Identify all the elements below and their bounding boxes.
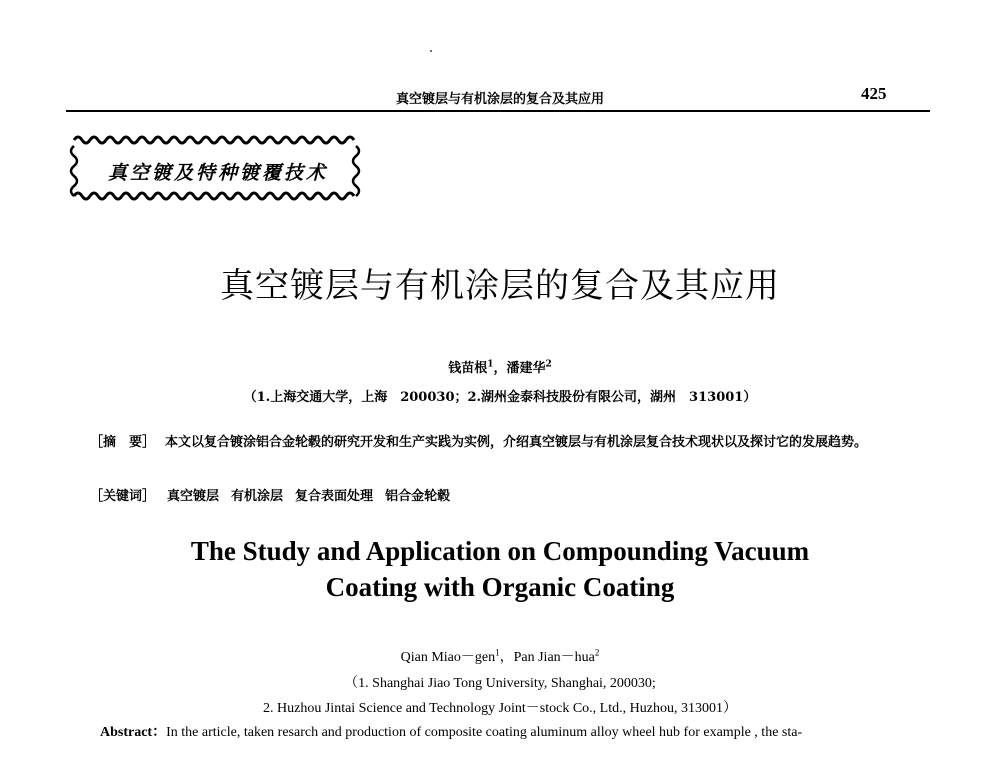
article-title-zh: 真空镀层与有机涂层的复合及其应用	[220, 266, 780, 306]
column-label: 真空镀及特种镀覆技术	[107, 162, 328, 184]
author-1-en: Qian Miao－gen	[400, 650, 496, 665]
author-1-en-superscript: 1	[495, 647, 500, 658]
header-rule	[66, 110, 930, 112]
author-2-superscript: 2	[545, 359, 552, 370]
abstract-en	[66, 721, 932, 745]
keyword-item: 真空镀层	[167, 489, 220, 504]
column-badge	[66, 132, 364, 204]
article-title-en-line-1: The Study and Application on Compounding Vacuum	[190, 536, 810, 566]
affiliation-en-line-2: 2. Huzhou Jintai Science and Technology Joint－stock Co., Ltd., Huzhou, 313001）	[263, 701, 737, 716]
abstract-label-en: Abstract：	[100, 725, 167, 740]
author-separator-en: ，	[499, 650, 514, 665]
author-1-superscript: 1	[487, 359, 494, 370]
running-header-title: 真空镀层与有机涂层的复合及其应用	[395, 92, 604, 107]
abstract-text-zh: 本文以复合镀涂铝合金轮毂的研究开发和生产实践为实例，介绍真空镀层与有机涂层复合技术现状以及探讨它的发展趋势。	[165, 435, 868, 450]
keyword-item: 复合表面处理	[295, 489, 374, 504]
affiliation-zh: （1.上海交通大学，上海 200030；2.湖州金泰科技股份有限公司，湖州 313001）	[243, 390, 757, 405]
page-number: 425	[861, 84, 887, 103]
keywords-zh	[90, 485, 462, 504]
abstract-text-en: In the article, taken resarch and production of composite coating aluminum alloy wheel hub for example , the sta-	[166, 725, 803, 740]
article-title-en-line-2: Coating with Organic Coating	[325, 572, 675, 602]
author-2-zh: 潘建华	[506, 361, 546, 376]
affiliation-en-line-1: （1. Shanghai Jiao Tong University, Shanghai, 200030;	[344, 676, 656, 691]
keyword-item: 有机涂层	[231, 489, 284, 504]
author-1-zh: 钱苗根	[448, 361, 488, 376]
authors-zh	[0, 357, 1000, 376]
article-title-en	[0, 533, 1000, 605]
keywords-label-zh: ［关键词］	[90, 489, 156, 504]
keyword-item: 铝合金轮毂	[385, 489, 451, 504]
abstract-zh	[66, 432, 932, 454]
author-2-en-superscript: 2	[594, 647, 600, 658]
scan-speck	[430, 50, 432, 52]
author-separator: ，	[493, 361, 507, 376]
authors-en	[0, 646, 1000, 666]
author-2-en: Pan Jian－hua	[513, 650, 595, 665]
abstract-label-zh: ［摘 要］	[90, 435, 156, 450]
